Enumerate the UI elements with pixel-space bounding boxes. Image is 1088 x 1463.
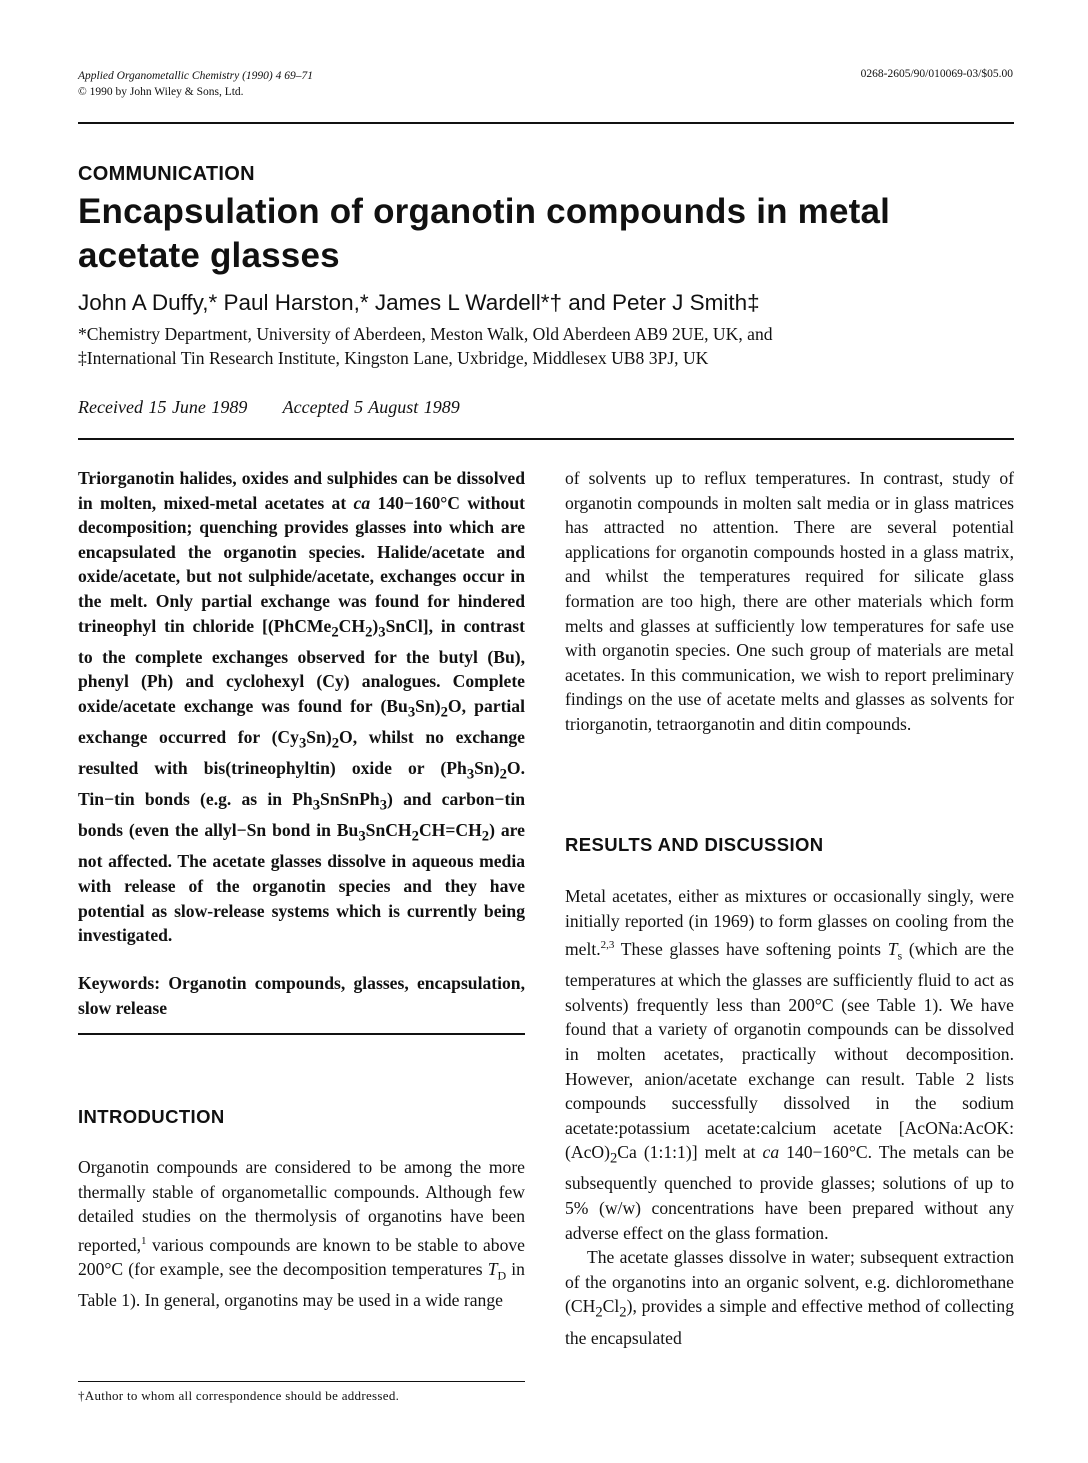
- introduction-text: Organotin compounds are considered to be among the more thermally stable of organometallic compounds. Although few detailed studies on the thermolysis of organotins have been reported,$^1$ various compounds are known to be stable to above 200°C (for example, see the decomposition temperatures $T_D$ in Table 1). In general, organotins may be used in a wide range: [78, 1157, 525, 1311]
- received-date: Received 15 June 1989: [78, 397, 248, 417]
- copyright-line: © 1990 by John Wiley & Sons, Ltd.: [78, 86, 244, 98]
- introduction-heading: INTRODUCTION: [78, 1106, 225, 1127]
- abstract: Triorganotin halides, oxides and sulphides can be dissolved in molten, mixed-metal acetates at ca 140−160°C without decomposition; quenching provides glasses into which are encapsulated the organotin species. Halide/acetate and oxide/acetate, but not sulphide/acetate, exchanges occur in the melt. Only partial exchange was found for hindered trineophyl tin chloride $[(PhCMe_2CH_2)_3SnCl]$, in contrast to the complete exchanges observed for the butyl (Bu), phenyl (Ph) and cyclohexyl (Cy) analogues. Complete oxide/acetate exchange was found for $(Bu_3Sn)_2O$, partial exchange occurred for $(Cy_3Sn)_2O$, whilst no exchange resulted with bis(trineophyltin) oxide or $(Ph_3Sn)_2O$. Tin−tin bonds (e.g. as in $Ph_3SnSnPh_3$) and carbon−tin bonds (even the allyl−Sn bond in $Bu_3SnCH_2CH=CH_2$) are not affected. The acetate glasses dissolve in aqueous media with release of the organotin species and they have potential as slow-release systems which is currently being investigated.: [78, 468, 526, 946]
- running-header: [78, 68, 313, 100]
- title-rule: [78, 438, 1014, 440]
- article-title: Encapsulation of organotin compounds in metal acetate glasses: [78, 192, 891, 275]
- introduction-continued: of solvents up to reflux temperatures. In contrast, study of organotin compounds in molten salt media or in glass matrices has attracted no attention. There are several potential applications for organotin compounds hosted in a glass matrix, and whilst the temperatures required for silicate glass formation are too high, there are other materials which form melts and glasses at sufficiently low temperatures for safe use with organotin species. One such group of materials are metal acetates. In this communication, we wish to report preliminary findings on the use of acetate melts and glasses as solvents for triorganotin, tetraorganotin and ditin compounds.: [565, 468, 1014, 734]
- dates-line: [78, 397, 490, 418]
- section-label: COMMUNICATION: [78, 163, 255, 185]
- correspondence-footnote: †Author to whom all correspondence should be addressed.: [78, 1388, 400, 1403]
- footnote-rule: [78, 1381, 525, 1382]
- author-list: John A Duffy,* Paul Harston,* James L Wardell*† and Peter J Smith‡: [78, 290, 760, 315]
- affiliation-aberdeen: *Chemistry Department, University of Aberdeen, Meston Walk, Old Aberdeen AB9 2UE, UK, and: [78, 324, 773, 344]
- article-code: 0268-2605/90/010069-03/$05.00: [860, 68, 1013, 80]
- affiliations: [78, 322, 773, 370]
- affiliation-itri: ‡International Tin Research Institute, Kingston Lane, Uxbridge, Middlesex UB8 3PJ, UK: [78, 348, 709, 368]
- abstract-rule: [78, 1033, 525, 1035]
- keywords: Keywords: Organotin compounds, glasses, encapsulation, slow release: [78, 973, 525, 1018]
- results-heading: RESULTS AND DISCUSSION: [565, 834, 824, 855]
- journal-citation: Applied Organometallic Chemistry (1990) 4 69–71: [78, 70, 313, 82]
- header-rule: [78, 122, 1014, 124]
- accepted-date: Accepted 5 August 1989: [282, 397, 460, 417]
- results-text: Metal acetates, either as mixtures or occasionally singly, were initially reported (in 1969) to form glasses on cooling from the melt.$^{2,3}$ These glasses have softening points $T_s$ (which are the temperatures at which the glasses are sufficiently fluid to act as solvents) frequently less than 200°C (see Table 1). We have found that a variety of organotin compounds can be dissolved in molten acetates, practically without decomposition. However, anion/acetate exchange can result. Table 2 lists compounds successfully dissolved in the sodium acetate:potassium acetate:calcium acetate [$AcONa:AcOK:(AcO)_2Ca$ (1:1:1)] melt at ca 140−160°C. The metals can be subsequently quenched to provide glasses; solutions of up to 5% (w/w) concentrations have been prepared without any adverse effect on the glass formation. The acetate glasses dissolve in water; subsequent extraction of the organotins into an organic solvent, e.g. dichloromethane $(CH_2Cl_2)$, provides a simple and effective method of collecting the encapsulated: [565, 886, 1014, 1348]
